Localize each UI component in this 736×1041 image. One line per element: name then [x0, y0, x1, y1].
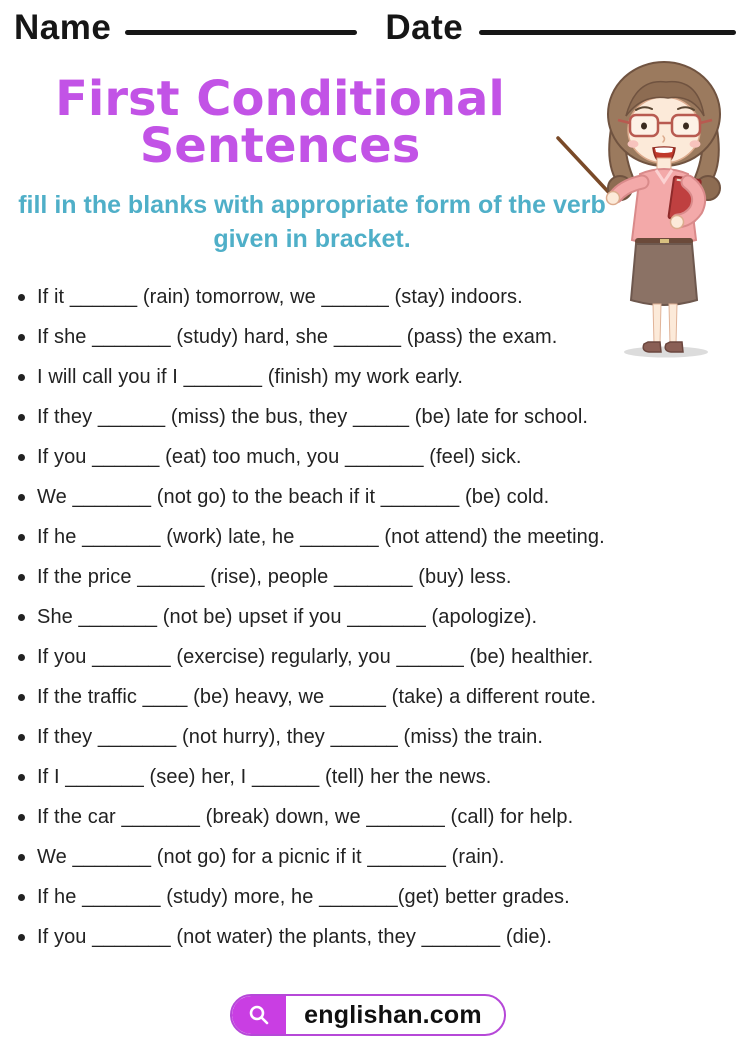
sentence-text: If I _______ (see) her, I ______ (tell) her the news.	[37, 766, 492, 789]
header	[0, 0, 736, 48]
site-badge	[230, 994, 506, 1036]
site-label: englishan.com	[304, 1000, 482, 1029]
worksheet-title	[0, 71, 560, 175]
title-line-2: Sentences	[139, 118, 421, 175]
search-icon	[232, 996, 286, 1034]
sentence-text: If she _______ (study) hard, she ______ (pass) the exam.	[37, 326, 558, 349]
sentence-text: If you _______ (exercise) regularly, you ______ (be) healthier.	[37, 646, 594, 669]
sentence-text: She _______ (not be) upset if you _______ (apologize).	[37, 606, 538, 629]
sentence-item	[18, 526, 736, 549]
bullet-icon	[18, 774, 25, 781]
title-line-1: First Conditional	[55, 71, 505, 127]
sentence-item	[18, 846, 736, 869]
sentence-item	[18, 446, 736, 469]
bullet-icon	[18, 494, 25, 501]
bullet-icon	[18, 654, 25, 661]
name-fill-line	[125, 30, 357, 35]
sentence-text: I will call you if I _______ (finish) my work early.	[37, 366, 464, 389]
bullet-icon	[18, 854, 25, 861]
sentence-text: We _______ (not go) for a picnic if it _______ (rain).	[37, 846, 505, 869]
sentence-item	[18, 686, 736, 709]
sentence-text: If you ______ (eat) too much, you _______ (feel) sick.	[37, 446, 522, 469]
footer	[0, 994, 736, 1036]
sentence-item	[18, 766, 736, 789]
sentence-text: If he _______ (work) late, he _______ (not attend) the meeting.	[37, 526, 605, 549]
sentence-item	[18, 566, 736, 589]
bullet-icon	[18, 414, 25, 421]
sentence-item	[18, 366, 736, 389]
bullet-icon	[18, 694, 25, 701]
bullet-icon	[18, 294, 25, 301]
sentence-item	[18, 726, 736, 749]
sentence-item	[18, 886, 736, 909]
sentence-text: If you _______ (not water) the plants, they _______ (die).	[37, 926, 553, 949]
bullet-icon	[18, 374, 25, 381]
name-label: Name	[14, 8, 112, 47]
sentence-item	[18, 926, 736, 949]
instructions-text: fill in the blanks with appropriate form of the verb given in bracket.	[18, 191, 606, 254]
teacher-illustration	[556, 52, 736, 358]
sentence-list	[0, 286, 736, 949]
sentence-item	[18, 406, 736, 429]
sentence-item	[18, 806, 736, 829]
bullet-icon	[18, 454, 25, 461]
sentence-text: If he _______ (study) more, he _______(get) better grades.	[37, 886, 570, 909]
bullet-icon	[18, 534, 25, 541]
date-label: Date	[385, 8, 464, 47]
sentence-text: If the car _______ (break) down, we _______ (call) for help.	[37, 806, 574, 829]
sentence-text: We _______ (not go) to the beach if it _______ (be) cold.	[37, 486, 550, 509]
bullet-icon	[18, 934, 25, 941]
sentence-item	[18, 606, 736, 629]
bullet-icon	[18, 574, 25, 581]
sentence-item	[18, 646, 736, 669]
bullet-icon	[18, 894, 25, 901]
bullet-icon	[18, 334, 25, 341]
sentence-text: If it ______ (rain) tomorrow, we ______ (stay) indoors.	[37, 286, 523, 309]
sentence-text: If the traffic ____ (be) heavy, we _____ (take) a different route.	[37, 686, 597, 709]
bullet-icon	[18, 614, 25, 621]
date-fill-line	[479, 30, 736, 35]
sentence-item	[18, 486, 736, 509]
pointer-stick-icon	[558, 138, 614, 198]
bullet-icon	[18, 814, 25, 821]
sentence-text: If they ______ (miss) the bus, they _____ (be) late for school.	[37, 406, 589, 429]
sentence-text: If they _______ (not hurry), they ______ (miss) the train.	[37, 726, 544, 749]
bullet-icon	[18, 734, 25, 741]
sentence-text: If the price ______ (rise), people _______ (buy) less.	[37, 566, 512, 589]
